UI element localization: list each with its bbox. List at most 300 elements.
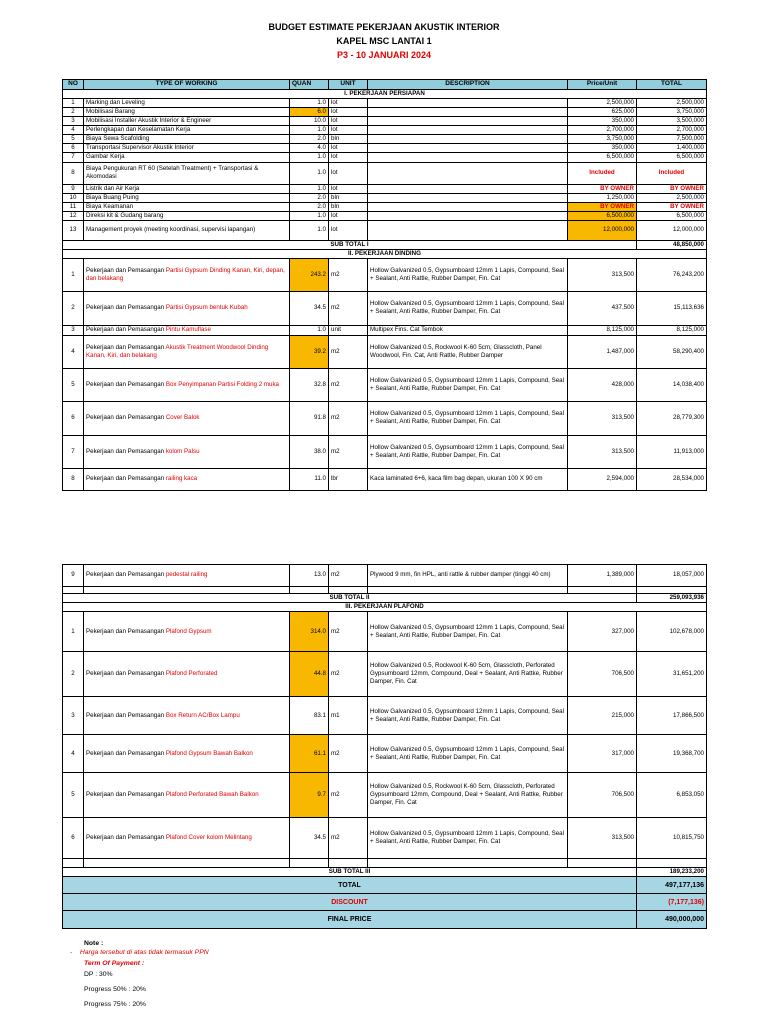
cell-no: 4 xyxy=(63,735,84,773)
cell-price: 437,500 xyxy=(568,291,637,325)
cell-no: 6 xyxy=(63,401,84,435)
cell-qty: 1.0 xyxy=(290,153,329,162)
note-term: Term Of Payment : xyxy=(84,960,145,967)
cell-desc xyxy=(368,162,568,184)
cell-unit: m2 xyxy=(329,773,368,818)
cell-desc: Hollow Galvanized 0.5, Gypsumboard 12mm 1 Lapis, Compound, Seal + Sealant, Anti Rattle, Rubber Damper, Fin. Cat xyxy=(368,258,568,291)
cell-no: 3 xyxy=(63,697,84,735)
table-row xyxy=(63,435,707,468)
cell-qty: 2.0 xyxy=(290,135,329,144)
work-prefix: Pekerjaan dan Pemasangan xyxy=(86,266,165,274)
table-row xyxy=(63,144,707,153)
cell-unit: m2 xyxy=(329,368,368,401)
cell-work xyxy=(84,612,290,652)
table-row xyxy=(63,99,707,108)
cell-price: 2,594,000 xyxy=(568,468,637,490)
cell-total: 3,500,000 xyxy=(637,117,707,126)
cell-total: 3,750,000 xyxy=(637,108,707,117)
cell-desc: Hollow Galvanized 0.5, Gypsumboard 12mm 1 Lapis, Compound, Seal + Sealant, Anti Rattle, Rubber Damper, Fin. Cat xyxy=(368,435,568,468)
cell-work: Marking dan Leveling xyxy=(84,99,290,108)
cell-total: 28,534,000 xyxy=(637,468,707,490)
cell-price: 706,500 xyxy=(568,652,637,697)
cell-price: 350,000 xyxy=(568,117,637,126)
cell-unit: lot xyxy=(329,144,368,153)
budget-table-part1 xyxy=(62,79,707,491)
cell-price: 215,000 xyxy=(568,697,637,735)
work-item: pedestal railing xyxy=(165,571,208,579)
note-ppn xyxy=(70,949,209,960)
cell-no: 5 xyxy=(63,135,84,144)
empty-cell xyxy=(368,859,568,868)
work-prefix: Pekerjaan dan Pemasangan xyxy=(86,380,165,388)
total-label: TOTAL xyxy=(63,877,637,894)
cell-work xyxy=(84,435,290,468)
empty-cell xyxy=(637,587,707,594)
section-title-row xyxy=(63,90,707,99)
cell-qty: 2.0 xyxy=(290,202,329,211)
discount-label: DISCOUNT xyxy=(63,894,637,911)
table-header-row xyxy=(63,80,707,90)
table-row xyxy=(63,108,707,117)
empty-cell xyxy=(329,859,368,868)
cell-work: Gambar Kerja xyxy=(84,153,290,162)
cell-qty: 1.0 xyxy=(290,162,329,184)
cell-work: Management proyek (meeting koordinasi, supervisi lapangan) xyxy=(84,220,290,240)
cell-total: 10,815,750 xyxy=(637,818,707,859)
table-row xyxy=(63,652,707,697)
table-row xyxy=(63,565,707,587)
cell-unit: m1 xyxy=(329,697,368,735)
cell-desc: Hollow Galvanized 0.5, Rockwool K-60 5cm, Glasscloth, Perforated Gypsumboard 12mm, Compound, Deal + Sealant, Anti Rattke, Rubber Damper, Fin. Cat xyxy=(368,773,568,818)
work-prefix: Pekerjaan dan Pemasangan xyxy=(86,343,165,351)
discount-row xyxy=(63,894,707,911)
notes-title: Note : xyxy=(84,940,104,947)
cell-unit: lot xyxy=(329,117,368,126)
table-row xyxy=(63,220,707,240)
cell-unit: m2 xyxy=(329,652,368,697)
work-prefix: Pekerjaan dan Pemasangan xyxy=(86,475,165,483)
cell-qty: 4.0 xyxy=(290,144,329,153)
cell-no: 8 xyxy=(63,468,84,490)
cell-qty: 9.7 xyxy=(290,773,329,818)
cell-no: 3 xyxy=(63,325,84,335)
table-row xyxy=(63,291,707,325)
cell-unit: lot xyxy=(329,99,368,108)
empty-cell xyxy=(63,859,84,868)
cell-work: Mobilisasi Barang xyxy=(84,108,290,117)
cell-qty: 314.0 xyxy=(290,612,329,652)
cell-price: 1,389,000 xyxy=(568,565,637,587)
cell-work xyxy=(84,291,290,325)
cell-no: 1 xyxy=(63,258,84,291)
empty-cell xyxy=(637,859,707,868)
subtotal-2-value: 259,093,936 xyxy=(637,594,707,603)
col-header-type: TYPE OF WORKING xyxy=(84,80,290,90)
cell-work xyxy=(84,735,290,773)
note-ppn-text: Harga tersebut di atas tidak termasuk PPN xyxy=(79,949,209,956)
work-item: Partisi Gypsum bentuk Kubah xyxy=(165,304,248,312)
cell-no: 8 xyxy=(63,162,84,184)
cell-work: Mobilisasi Installer Akustik Interior & Engineer xyxy=(84,117,290,126)
col-header-unit: UNIT xyxy=(329,80,368,90)
cell-unit: lot xyxy=(329,108,368,117)
cell-qty: 1.0 xyxy=(290,220,329,240)
col-header-price: Price/Unit xyxy=(568,80,637,90)
cell-work xyxy=(84,652,290,697)
work-item: Box Return AC/Box Lampu xyxy=(165,711,240,719)
work-prefix: Pekerjaan dan Pemasangan xyxy=(86,791,165,799)
note-bullet: - xyxy=(70,949,73,956)
cell-total: 6,500,000 xyxy=(637,153,707,162)
work-item: Box Penyimpanan Partisi Folding 2 muka xyxy=(165,380,279,388)
cell-unit: lot xyxy=(329,153,368,162)
final-price-value: 490,000,000 xyxy=(637,911,707,929)
cell-total: 15,113,636 xyxy=(637,291,707,325)
cell-unit: lot xyxy=(329,184,368,193)
empty-cell xyxy=(568,859,637,868)
work-item: Partisi Gypsum Dinding Kanan, Kiri, depan, dan belakang xyxy=(86,266,285,282)
cell-price: 313,500 xyxy=(568,818,637,859)
cell-desc: Hollow Galvanized 0.5, Gypsumboard 12mm 1 Lapis, Compound, Seal + Sealant, Anti Rattle, Rubber Damper, Fin. Cat xyxy=(368,368,568,401)
cell-qty: 32.8 xyxy=(290,368,329,401)
cell-total: 8,125,000 xyxy=(637,325,707,335)
work-prefix: Pekerjaan dan Pemasangan xyxy=(86,627,165,635)
cell-price: 3,750,000 xyxy=(568,135,637,144)
cell-qty: 34.5 xyxy=(290,818,329,859)
table-row xyxy=(63,184,707,193)
cell-unit: bln xyxy=(329,202,368,211)
budget-table-part2 xyxy=(62,564,707,929)
cell-no: 5 xyxy=(63,773,84,818)
cell-price: 625,000 xyxy=(568,108,637,117)
cell-desc xyxy=(368,144,568,153)
cell-unit: m2 xyxy=(329,335,368,368)
cell-price: 350,000 xyxy=(568,144,637,153)
cell-no: 9 xyxy=(63,184,84,193)
cell-unit: m2 xyxy=(329,435,368,468)
cell-desc: Hollow Galvanized 0.5, Gypsumboard 12mm 1 Lapis, Compound, Seal + Sealant, Anti Rattle, Rubber Damper, Fin. Cat xyxy=(368,818,568,859)
cell-qty: 243.2 xyxy=(290,258,329,291)
table-row xyxy=(63,126,707,135)
cell-no: 13 xyxy=(63,220,84,240)
work-item: Plafond Gypsum xyxy=(165,627,212,635)
cell-no: 7 xyxy=(63,435,84,468)
col-header-quan: QUAN xyxy=(290,80,329,90)
cell-price: 1,250,000 xyxy=(568,193,637,202)
empty-cell xyxy=(329,587,368,594)
cell-price: 12,000,000 xyxy=(568,220,637,240)
cell-total: 28,779,300 xyxy=(637,401,707,435)
empty-cell xyxy=(368,587,568,594)
col-header-no: NO xyxy=(63,80,84,90)
cell-total: 2,500,000 xyxy=(637,193,707,202)
cell-price: Included xyxy=(568,162,637,184)
cell-no: 11 xyxy=(63,202,84,211)
cell-desc: Hollow Galvanized 0.5, Gypsumboard 12mm 1 Lapis, Compound, Seal + Sealant, Anti Rattle, Rubber Damper, Fin. Cat xyxy=(368,735,568,773)
work-item: Pintu Kamuflase xyxy=(165,326,211,334)
work-item: railing kaca xyxy=(165,475,198,483)
table-row xyxy=(63,697,707,735)
subtotal-2-label: SUB TOTAL II xyxy=(63,594,637,603)
subtotal-row xyxy=(63,594,707,603)
cell-price: 313,500 xyxy=(568,258,637,291)
cell-qty: 1.0 xyxy=(290,211,329,220)
cell-work xyxy=(84,368,290,401)
cell-no: 7 xyxy=(63,153,84,162)
cell-total: 7,500,000 xyxy=(637,135,707,144)
cell-total: 6,500,000 xyxy=(637,211,707,220)
cell-price: 313,500 xyxy=(568,435,637,468)
cell-unit: unit xyxy=(329,325,368,335)
cell-qty: 1.0 xyxy=(290,99,329,108)
cell-price: BY OWNER xyxy=(568,184,637,193)
work-prefix: Pekerjaan dan Pemasangan xyxy=(86,326,165,334)
cell-price: 428,000 xyxy=(568,368,637,401)
cell-price: 313,500 xyxy=(568,401,637,435)
cell-price: 2,700,000 xyxy=(568,126,637,135)
note-progress-75: Progress 75% : 20% xyxy=(84,1001,146,1008)
cell-total: 14,038,400 xyxy=(637,368,707,401)
doc-date: P3 - 10 JANUARI 2024 xyxy=(336,50,432,60)
cell-desc: Hollow Galvanized 0.5, Gypsumboard 12mm 1 Lapis, Compound, Seal + Sealant, Anti Rattle, Rubber Damper, Fin. Cat xyxy=(368,291,568,325)
cell-total: 6,853,050 xyxy=(637,773,707,818)
cell-price: 8,125,000 xyxy=(568,325,637,335)
col-header-total: TOTAL xyxy=(637,80,707,90)
section-title-row xyxy=(63,249,707,258)
cell-work: Biaya Sewa Scafolding xyxy=(84,135,290,144)
cell-desc xyxy=(368,126,568,135)
cell-total: 2,700,000 xyxy=(637,126,707,135)
cell-work: Perlengkapan dan Keselamatan Kerja xyxy=(84,126,290,135)
work-item: Plafond Cover kolom Melintang xyxy=(165,834,252,842)
table-row xyxy=(63,325,707,335)
cell-unit: bln xyxy=(329,135,368,144)
cell-qty: 10.0 xyxy=(290,117,329,126)
cell-desc xyxy=(368,99,568,108)
cell-price: 327,000 xyxy=(568,612,637,652)
subtotal-row xyxy=(63,868,707,877)
empty-cell xyxy=(63,587,84,594)
cell-work: Biaya Buang Puing xyxy=(84,193,290,202)
cell-work: Listrik dan Air Kerja xyxy=(84,184,290,193)
cell-no: 9 xyxy=(63,565,84,587)
section-1-title: I. PEKERJAAN PERSIAPAN xyxy=(63,90,707,99)
table-row xyxy=(63,368,707,401)
cell-total: 12,000,000 xyxy=(637,220,707,240)
work-prefix: Pekerjaan dan Pemasangan xyxy=(86,711,165,719)
cell-unit: lot xyxy=(329,220,368,240)
work-prefix: Pekerjaan dan Pemasangan xyxy=(86,414,165,422)
cell-no: 6 xyxy=(63,144,84,153)
empty-cell xyxy=(290,587,329,594)
cell-unit: lot xyxy=(329,162,368,184)
cell-desc: Hollow Galvanized 0.5, Gypsumboard 12mm 1 Lapis, Compound, Seal + Sealant, Anti Rattle, Rubber Damper, Fin. Cat xyxy=(368,612,568,652)
col-header-description: DESCRIPTION xyxy=(368,80,568,90)
cell-no: 2 xyxy=(63,108,84,117)
cell-price: 2,500,000 xyxy=(568,99,637,108)
cell-no: 12 xyxy=(63,211,84,220)
cell-qty: 44.8 xyxy=(290,652,329,697)
table-row xyxy=(63,153,707,162)
cell-total: 102,678,000 xyxy=(637,612,707,652)
cell-work xyxy=(84,468,290,490)
empty-row xyxy=(63,859,707,868)
cell-unit: m2 xyxy=(329,258,368,291)
table-row xyxy=(63,818,707,859)
discount-value: (7,177,136) xyxy=(637,894,707,911)
table-row xyxy=(63,335,707,368)
cell-qty: 11.0 xyxy=(290,468,329,490)
cell-total: Included xyxy=(637,162,707,184)
work-item: Plafond Perforated Bawah Balkon xyxy=(165,791,259,799)
cell-desc xyxy=(368,211,568,220)
table-row xyxy=(63,135,707,144)
work-item: Akustik Treatment Woodwool Dinding Kanan, Kiri, dan belakang xyxy=(86,343,269,359)
cell-unit: m2 xyxy=(329,291,368,325)
cell-work xyxy=(84,565,290,587)
cell-total: 31,651,200 xyxy=(637,652,707,697)
cell-total: BY OWNER xyxy=(637,202,707,211)
cell-desc xyxy=(368,153,568,162)
note-progress-50: Progress 50% : 20% xyxy=(84,986,146,993)
cell-qty: 1.0 xyxy=(290,184,329,193)
doc-title: BUDGET ESTIMATE PEKERJAAN AKUSTIK INTERIOR xyxy=(268,22,500,32)
cell-desc xyxy=(368,135,568,144)
cell-no: 2 xyxy=(63,291,84,325)
cell-qty: 91.8 xyxy=(290,401,329,435)
cell-price: BY OWNER xyxy=(568,202,637,211)
table-row xyxy=(63,773,707,818)
table-row xyxy=(63,211,707,220)
cell-qty: 38.0 xyxy=(290,435,329,468)
cell-work xyxy=(84,401,290,435)
cell-desc xyxy=(368,202,568,211)
work-item: Plafond Perforated xyxy=(165,670,218,678)
cell-work: Biaya Keamanan xyxy=(84,202,290,211)
cell-total: 58,290,400 xyxy=(637,335,707,368)
cell-work xyxy=(84,773,290,818)
cell-desc xyxy=(368,193,568,202)
cell-work: Direksi kit & Gudang barang xyxy=(84,211,290,220)
cell-qty: 61.1 xyxy=(290,735,329,773)
subtotal-3-label: SUB TOTAL III xyxy=(63,868,637,877)
cell-price: 317,000 xyxy=(568,735,637,773)
cell-unit: bln xyxy=(329,193,368,202)
cell-desc: Plywood 9 mm, fin HPL, anti rattle & rubber damper (tinggi 40 cm) xyxy=(368,565,568,587)
cell-no: 1 xyxy=(63,612,84,652)
table-row xyxy=(63,193,707,202)
table-row xyxy=(63,117,707,126)
cell-total: BY OWNER xyxy=(637,184,707,193)
cell-qty: 1.0 xyxy=(290,126,329,135)
section-title-row xyxy=(63,603,707,612)
cell-unit: m2 xyxy=(329,565,368,587)
work-item: kolom Palsu xyxy=(165,447,200,455)
cell-total: 17,866,500 xyxy=(637,697,707,735)
cell-total: 18,057,000 xyxy=(637,565,707,587)
work-prefix: Pekerjaan dan Pemasangan xyxy=(86,749,165,757)
subtotal-row xyxy=(63,240,707,249)
cell-no: 3 xyxy=(63,117,84,126)
work-prefix: Pekerjaan dan Pemasangan xyxy=(86,834,165,842)
cell-unit: lbr xyxy=(329,468,368,490)
cell-total: 1,400,000 xyxy=(637,144,707,153)
cell-qty: 83.1 xyxy=(290,697,329,735)
cell-total: 2,500,000 xyxy=(637,99,707,108)
cell-price: 706,500 xyxy=(568,773,637,818)
cell-desc: Kaca laminated 6+6, kaca film bag depan, ukuran 100 X 90 cm xyxy=(368,468,568,490)
table-row xyxy=(63,401,707,435)
cell-no: 1 xyxy=(63,99,84,108)
empty-cell xyxy=(84,859,290,868)
work-prefix: Pekerjaan dan Pemasangan xyxy=(86,670,165,678)
table-row xyxy=(63,612,707,652)
final-price-label: FINAL PRICE xyxy=(63,911,637,929)
cell-no: 2 xyxy=(63,652,84,697)
empty-row xyxy=(63,587,707,594)
cell-desc: Hollow Galvanized 0.5, Rockwool K-60 5cm, Glasscloth, Panel Woodwool, Fin. Cat, Anti Rattle, Rubber Damper xyxy=(368,335,568,368)
note-dp: DP : 30% xyxy=(84,971,113,978)
section-3-title: III. PEKERJAAN PLAFOND xyxy=(63,603,707,612)
section-2-title: II. PEKERJAAN DINDING xyxy=(63,249,707,258)
work-item: Cover Balok xyxy=(165,414,200,422)
cell-price: 6,500,000 xyxy=(568,153,637,162)
notes-block xyxy=(70,940,209,1016)
work-item: Plafond Gypsum Bawah Balkon xyxy=(165,749,253,757)
empty-cell xyxy=(290,859,329,868)
cell-desc: Hollow Galvanized 0.5, Gypsumboard 12mm 1 Lapis, Compound, Seal + Sealant, Anti Rattle, Rubber Damper, Fin. Cat xyxy=(368,697,568,735)
cell-desc xyxy=(368,220,568,240)
cell-no: 6 xyxy=(63,818,84,859)
empty-cell xyxy=(84,587,290,594)
cell-desc: Hollow Galvanized 0.5, Rockwool K-60 5cm, Glasscloth, Perforated Gypsumboard 12mm, Compound, Deal + Sealant, Anti Rattke, Rubber Damper, Fin. Cat xyxy=(368,652,568,697)
cell-qty: 6.0 xyxy=(290,108,329,117)
work-prefix: Pekerjaan dan Pemasangan xyxy=(86,447,165,455)
cell-unit: m2 xyxy=(329,735,368,773)
cell-desc: Hollow Galvanized 0.5, Gypsumboard 12mm 1 Lapis, Compound, Seal + Sealant, Anti Rattle, Rubber Damper, Fin. Cat xyxy=(368,401,568,435)
cell-work xyxy=(84,335,290,368)
cell-work: Transportasi Supervisor Akustik Interior xyxy=(84,144,290,153)
total-value: 497,177,136 xyxy=(637,877,707,894)
cell-no: 5 xyxy=(63,368,84,401)
cell-unit: m2 xyxy=(329,401,368,435)
cell-no: 10 xyxy=(63,193,84,202)
cell-unit: m2 xyxy=(329,612,368,652)
cell-desc xyxy=(368,117,568,126)
subtotal-3-value: 189,233,200 xyxy=(637,868,707,877)
doc-subtitle: KAPEL MSC LANTAI 1 xyxy=(336,36,432,46)
cell-qty: 1.0 xyxy=(290,325,329,335)
table-row xyxy=(63,258,707,291)
cell-total: 19,368,700 xyxy=(637,735,707,773)
cell-desc xyxy=(368,184,568,193)
cell-price: 1,487,000 xyxy=(568,335,637,368)
cell-unit: lot xyxy=(329,211,368,220)
cell-qty: 2.0 xyxy=(290,193,329,202)
total-row xyxy=(63,877,707,894)
cell-total: 76,243,200 xyxy=(637,258,707,291)
work-prefix: Pekerjaan dan Pemasangan xyxy=(86,571,165,579)
cell-qty: 13.0 xyxy=(290,565,329,587)
cell-work xyxy=(84,818,290,859)
final-price-row xyxy=(63,911,707,929)
cell-unit: lot xyxy=(329,126,368,135)
table-row xyxy=(63,162,707,184)
subtotal-1-label: SUB TOTAL I xyxy=(63,240,637,249)
cell-price: 6,500,000 xyxy=(568,211,637,220)
empty-cell xyxy=(568,587,637,594)
cell-no: 4 xyxy=(63,335,84,368)
